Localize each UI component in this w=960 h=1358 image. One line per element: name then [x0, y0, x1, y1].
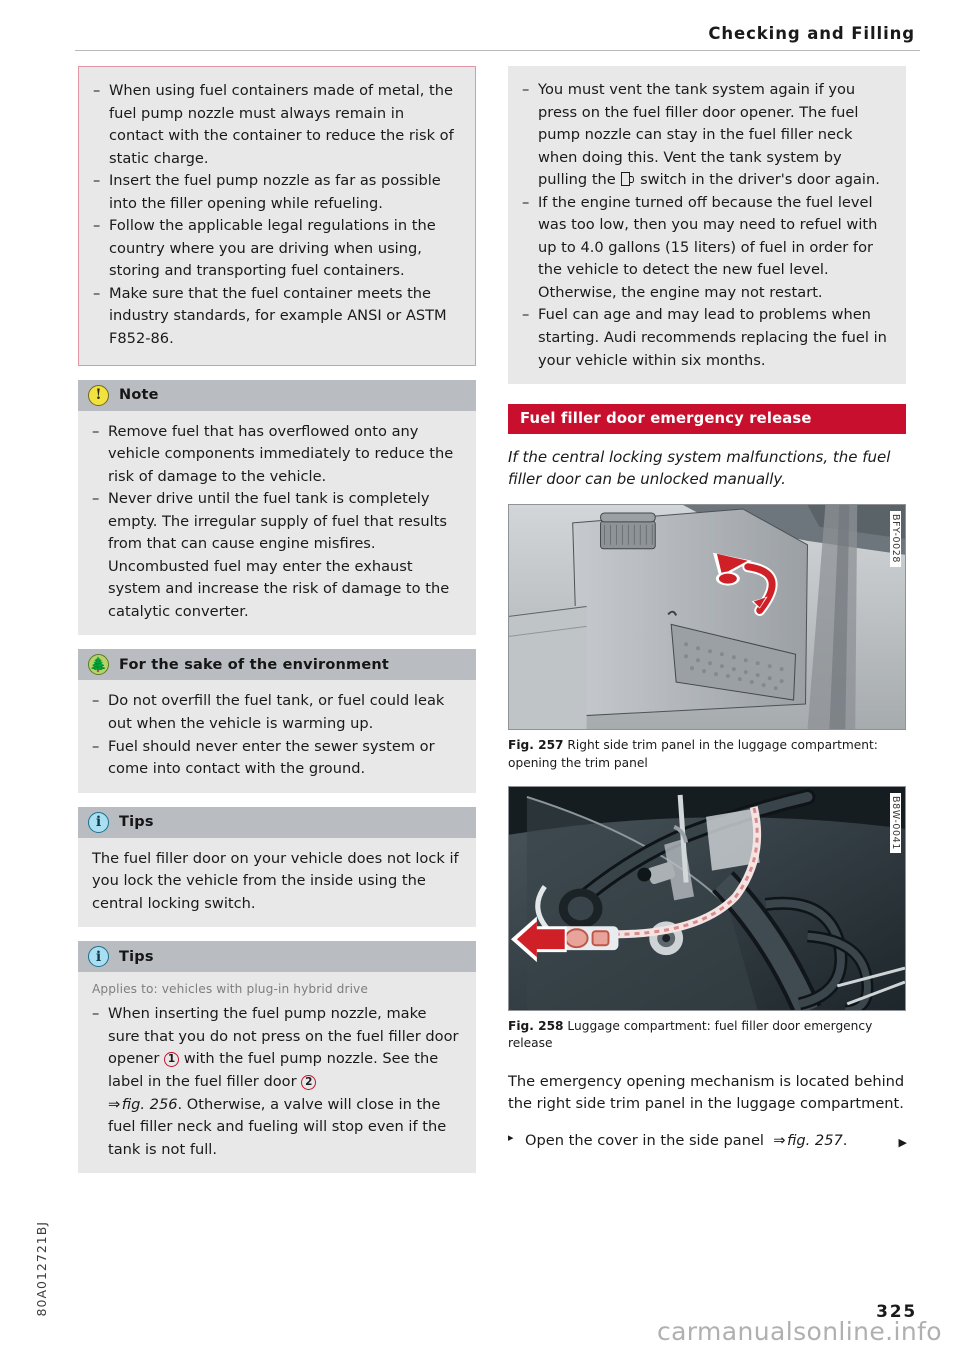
- vent-text-part-2: switch in the driver's door again.: [640, 171, 880, 189]
- warning-list: [93, 80, 461, 351]
- note-exclamation-icon: !: [88, 385, 109, 406]
- list-item: – Fuel can age and may lead to problems when starting. Audi recommends replacing the fuel in your vehicle within six months.: [522, 304, 892, 372]
- continued-note-box: [508, 66, 906, 384]
- figure-257: [508, 504, 906, 772]
- figure-258: [508, 786, 906, 1053]
- page-title: Checking and Filling: [708, 24, 915, 43]
- tips-box-2-body: [78, 972, 476, 1173]
- tips-box-1: [78, 807, 476, 928]
- page-header: [75, 24, 920, 60]
- continued-note-list: [522, 79, 892, 372]
- header-divider: [75, 50, 920, 51]
- figure-258-code: B8W-0041: [890, 793, 902, 853]
- cross-reference-arrow-icon: ⇒: [768, 1131, 787, 1149]
- environment-list: [92, 690, 462, 780]
- tips-text-part-2: with the fuel pump nozzle. See the label in the fuel filler door: [108, 1050, 439, 1090]
- callout-number-1: 1: [164, 1052, 179, 1067]
- trim-panel-illustration: [509, 505, 905, 730]
- environment-box-body: [78, 680, 476, 792]
- figure-258-image: [508, 786, 906, 1011]
- cross-reference-fig-257[interactable]: fig. 257: [786, 1131, 843, 1149]
- note-box-header: [78, 380, 476, 411]
- list-item: – Insert the fuel pump nozzle as far as possible into the filler opening while refueling.: [93, 170, 461, 215]
- figure-257-code: BFY-0028: [890, 511, 902, 566]
- tips-box-1-text: The fuel filler door on your vehicle does not lock if you lock the vehicle from the inside using the central locking switch.: [92, 849, 459, 912]
- section-lead-text: If the central locking system malfunctions, the fuel filler door can be unlocked manually.: [508, 448, 891, 489]
- step-open-cover: [508, 1130, 906, 1153]
- cross-reference-arrow-icon: ⇒: [108, 1095, 122, 1113]
- vent-text-part-1: You must vent the tank system again if you press on the fuel filler door opener. The fuel pump nozzle can stay in the fuel filler neck when doing this. Vent the tank system by pulling the: [538, 81, 859, 189]
- figure-257-caption: [508, 737, 906, 772]
- callout-number-2: 2: [301, 1075, 316, 1090]
- cross-reference-fig-256[interactable]: fig. 256: [121, 1095, 178, 1113]
- document-part-number: 80A012721BJ: [34, 1220, 49, 1316]
- emergency-release-illustration: [509, 787, 905, 1011]
- tips-box-1-body: [78, 838, 476, 928]
- list-item: – If the engine turned off because the fuel level was too low, then you may need to refuel with up to 4.0 gallons (15 liters) of fuel in order for the vehicle to detect the new fuel level. Otherwise, the engine may not restart.: [522, 192, 892, 305]
- tips-box-2-title: Tips: [119, 948, 154, 965]
- figure-257-caption-text: Right side trim panel in the luggage compartment: opening the trim panel: [508, 738, 878, 770]
- list-item: – Fuel should never enter the sewer system or come into contact with the ground.: [92, 736, 462, 781]
- tips-info-icon: i: [88, 812, 109, 833]
- tips-box-2: [78, 941, 476, 1173]
- applies-to-note: Applies to: vehicles with plug-in hybrid drive: [92, 982, 368, 997]
- list-item: – Follow the applicable legal regulations in the country where you are driving when using, storing and transporting fuel containers.: [93, 215, 461, 283]
- page-number: 325: [876, 1302, 917, 1322]
- list-item: – When using fuel containers made of metal, the fuel pump nozzle must always remain in contact with the container to reduce the risk of static charge.: [93, 80, 461, 170]
- figure-257-image: [508, 504, 906, 730]
- tips-box-2-header: [78, 941, 476, 972]
- figure-258-number: Fig. 258: [508, 1019, 564, 1034]
- note-box-title: Note: [119, 387, 159, 404]
- tips-text-part-1: When inserting the fuel pump nozzle, make sure that you do not press on the fuel filler door opener: [108, 1005, 459, 1068]
- warning-box: [78, 66, 476, 366]
- tips-info-icon: i: [88, 946, 109, 967]
- section-title-emergency-release: Fuel filler door emergency release: [508, 404, 906, 434]
- section-heading-wrap: [508, 404, 906, 490]
- list-item: – Remove fuel that has overflowed onto any vehicle components immediately to reduce the risk of damage to the vehicle.: [92, 421, 462, 489]
- emergency-body-text: The emergency opening mechanism is located behind the right side trim panel in the luggage compartment.: [508, 1072, 905, 1113]
- environment-tree-icon: 🌲: [88, 654, 109, 675]
- continuation-arrow-icon: ▶: [898, 1136, 907, 1150]
- figure-258-caption-text: Luggage compartment: fuel filler door emergency release: [508, 1019, 873, 1051]
- watermark: carmanualsonline.info: [656, 1317, 942, 1346]
- environment-box-title: For the sake of the environment: [119, 656, 390, 673]
- environment-box: [78, 649, 476, 792]
- fuel-switch-icon: [621, 172, 634, 186]
- step-text-end: .: [842, 1131, 848, 1149]
- figure-258-caption: [508, 1018, 906, 1053]
- tips-box-1-title: Tips: [119, 814, 154, 831]
- step-text: Open the cover in the side panel: [525, 1131, 764, 1149]
- list-item: – Make sure that the fuel container meets the industry standards, for example ANSI or ASTM F852-86.: [93, 283, 461, 351]
- list-item: [92, 1003, 462, 1161]
- list-item: – Do not overfill the fuel tank, or fuel could leak out when the vehicle is warming up.: [92, 690, 462, 735]
- tips-box-1-header: [78, 807, 476, 838]
- note-list: [92, 421, 462, 624]
- list-item: [522, 79, 892, 192]
- left-column: [78, 66, 476, 1173]
- environment-box-header: [78, 649, 476, 680]
- note-box-body: [78, 411, 476, 636]
- tips-text-part-3: . Otherwise, a valve will close in the fuel filler neck and fueling will stop even if the tank is not full.: [108, 1095, 447, 1158]
- list-item: – Never drive until the fuel tank is completely empty. The irregular supply of fuel that results from that can cause engine misfires. Uncombusted fuel may enter the exhaust system and increase the risk of damage to the catalytic converter.: [92, 488, 462, 623]
- right-column: [508, 66, 906, 1152]
- tips-box-2-list: [92, 1003, 462, 1161]
- note-box: [78, 380, 476, 636]
- figure-257-number: Fig. 257: [508, 738, 564, 753]
